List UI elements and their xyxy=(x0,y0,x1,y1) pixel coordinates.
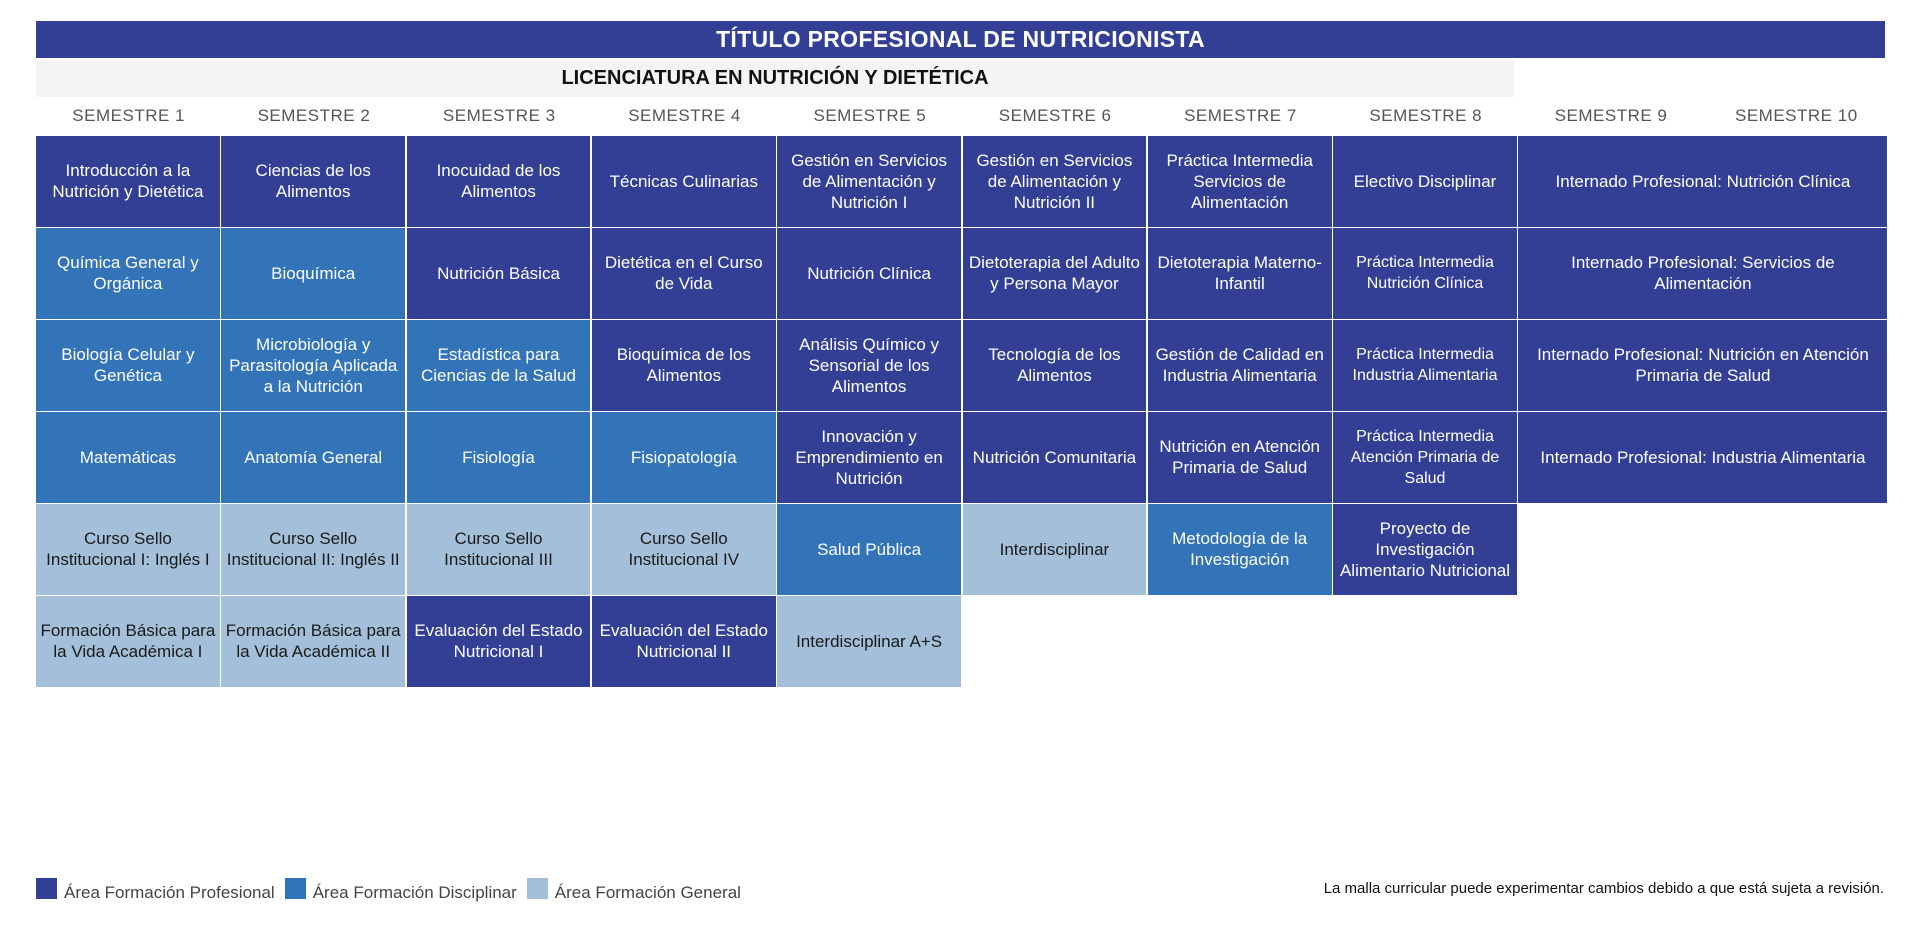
footnote: La malla curricular puede experimentar cambios debido a que está sujeta a revisión. xyxy=(1323,880,1884,897)
legend-label: Área Formación General xyxy=(554,882,741,902)
course-cell: Proyecto de Investigación Alimentario Nutricional xyxy=(1333,504,1517,595)
course-cell: Electivo Disciplinar xyxy=(1333,136,1517,227)
course-cell: Química General y Orgánica xyxy=(36,228,220,319)
course-cell: Internado Profesional: Servicios de Alimentación xyxy=(1518,228,1887,319)
curriculum-map xyxy=(36,21,1885,662)
course-cell: Nutrición Básica xyxy=(407,228,591,319)
course-cell: Nutrición Clínica xyxy=(777,228,961,319)
course-cell: Internado Profesional: Industria Alimentaria xyxy=(1518,412,1887,503)
semester-header-row xyxy=(36,97,1885,135)
legend-label: Área Formación Disciplinar xyxy=(312,882,517,902)
semester-label: SEMESTRE 2 xyxy=(257,106,371,125)
course-cell: Formación Básica para la Vida Académica I xyxy=(36,596,220,687)
course-cell: Metodología de la Investigación xyxy=(1148,504,1332,595)
course-cell: Técnicas Culinarias xyxy=(592,136,776,227)
legend-item-profesional xyxy=(36,878,275,902)
semester-label: SEMESTRE 5 xyxy=(813,106,927,125)
course-cell: Gestión en Servicios de Alimentación y Nutrición II xyxy=(963,136,1147,227)
course-cell: Dietoterapia del Adulto y Persona Mayor xyxy=(963,228,1147,319)
course-cell: Biología Celular y Genética xyxy=(36,320,220,411)
course-cell: Anatomía General xyxy=(221,412,405,503)
course-cell: Análisis Químico y Sensorial de los Alimentos xyxy=(777,320,961,411)
semester-label: SEMESTRE 6 xyxy=(998,106,1112,125)
course-cell: Introducción a la Nutrición y Dietética xyxy=(36,136,220,227)
semester-label: SEMESTRE 7 xyxy=(1184,106,1297,125)
legend-swatch xyxy=(36,878,57,899)
course-cell: Práctica Intermedia Atención Primaria de Salud xyxy=(1333,412,1517,503)
course-cell: Salud Pública xyxy=(777,504,961,595)
course-grid xyxy=(36,136,1885,696)
semester-label: SEMESTRE 8 xyxy=(1369,106,1483,125)
semester-label: SEMESTRE 1 xyxy=(72,106,185,125)
semester-label: SEMESTRE 4 xyxy=(628,106,741,125)
course-cell: Gestión de Calidad en Industria Alimentaria xyxy=(1148,320,1332,411)
course-cell: Matemáticas xyxy=(36,412,220,503)
course-cell: Práctica Intermedia Servicios de Alimentación xyxy=(1148,136,1332,227)
course-cell: Ciencias de los Alimentos xyxy=(221,136,405,227)
course-cell: Dietética en el Curso de Vida xyxy=(592,228,776,319)
legend xyxy=(36,878,751,902)
course-cell: Microbiología y Parasitología Aplicada a la Nutrición xyxy=(221,320,405,411)
course-cell: Tecnología de los Alimentos xyxy=(963,320,1147,411)
course-cell: Curso Sello Institucional IV xyxy=(592,504,776,595)
course-cell: Curso Sello Institucional III xyxy=(407,504,591,595)
course-cell: Dietoterapia Materno-Infantil xyxy=(1148,228,1332,319)
course-cell: Práctica Intermedia Nutrición Clínica xyxy=(1333,228,1517,319)
course-cell: Estadística para Ciencias de la Salud xyxy=(407,320,591,411)
legend-item-disciplinar xyxy=(285,878,517,902)
page-subtitle: LICENCIATURA EN NUTRICIÓN Y DIETÉTICA xyxy=(36,60,1514,97)
course-cell: Formación Básica para la Vida Académica II xyxy=(221,596,405,687)
course-cell: Gestión en Servicios de Alimentación y Nutrición I xyxy=(777,136,961,227)
course-cell: Evaluación del Estado Nutricional I xyxy=(407,596,591,687)
legend-item-general xyxy=(527,878,741,902)
course-cell: Evaluación del Estado Nutricional II xyxy=(592,596,776,687)
course-cell: Nutrición en Atención Primaria de Salud xyxy=(1148,412,1332,503)
course-cell: Internado Profesional: Nutrición en Atención Primaria de Salud xyxy=(1518,320,1887,411)
course-cell: Nutrición Comunitaria xyxy=(963,412,1147,503)
course-cell: Práctica Intermedia Industria Alimentaria xyxy=(1333,320,1517,411)
legend-swatch xyxy=(527,878,548,899)
course-cell: Innovación y Emprendimiento en Nutrición xyxy=(777,412,961,503)
course-cell: Inocuidad de los Alimentos xyxy=(407,136,591,227)
course-cell: Interdisciplinar xyxy=(963,504,1147,595)
course-cell: Curso Sello Institucional II: Inglés II xyxy=(221,504,405,595)
legend-label: Área Formación Profesional xyxy=(64,882,275,902)
course-cell: Fisiopatología xyxy=(592,412,776,503)
legend-swatch xyxy=(285,878,306,899)
course-cell: Bioquímica de los Alimentos xyxy=(592,320,776,411)
semester-label: SEMESTRE 10 xyxy=(1735,106,1858,125)
course-cell: Internado Profesional: Nutrición Clínica xyxy=(1518,136,1887,227)
course-cell: Curso Sello Institucional I: Inglés I xyxy=(36,504,220,595)
course-cell: Fisiología xyxy=(407,412,591,503)
semester-label: SEMESTRE 3 xyxy=(442,106,556,125)
course-cell: Bioquímica xyxy=(221,228,405,319)
course-cell: Interdisciplinar A+S xyxy=(777,596,961,687)
page-title: TÍTULO PROFESIONAL DE NUTRICIONISTA xyxy=(36,21,1885,58)
semester-label: SEMESTRE 9 xyxy=(1554,106,1668,125)
